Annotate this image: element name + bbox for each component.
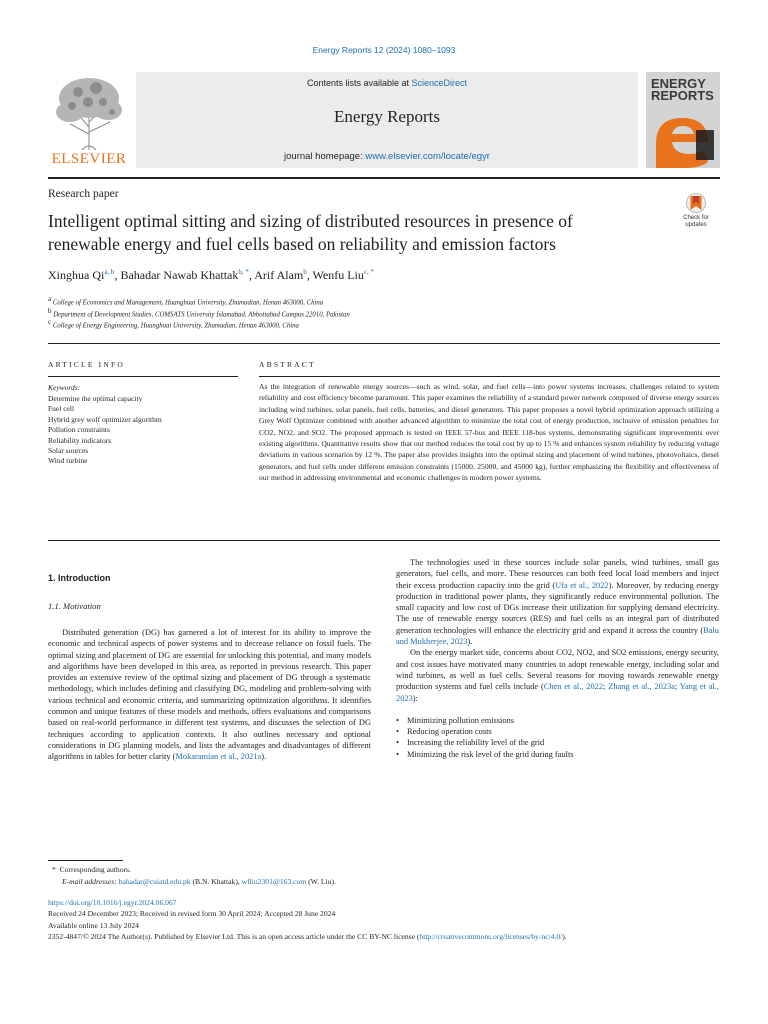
keyword: Reliability indicators bbox=[48, 435, 112, 445]
bullet-list bbox=[396, 715, 719, 760]
intro-paragraph bbox=[48, 627, 371, 763]
paragraph-text: ). bbox=[467, 637, 473, 647]
paragraph-text: The technologies used in these sources include solar panels, wind turbines, small gas generators, fuel cells, and more. These resources can both feed local load members and inject their excess production capacity into the grid ( bbox=[396, 558, 719, 590]
keyword: Fuel cell bbox=[48, 404, 75, 414]
journal-reference[interactable]: Energy Reports 12 (2024) 1080–1093 bbox=[312, 45, 456, 55]
author[interactable]: Bahadar Nawab Khattak bbox=[120, 268, 239, 282]
contents-prefix: Contents lists available at bbox=[306, 78, 412, 88]
abstract-heading: ABSTRACT bbox=[259, 360, 316, 369]
affiliation bbox=[48, 318, 648, 329]
citation-link[interactable]: Balu and Mukherjee, 2023 bbox=[396, 625, 719, 647]
email-link[interactable]: bahadar@cuiatd.edu.pk bbox=[118, 877, 191, 886]
keywords-label: Keywords: bbox=[48, 383, 81, 392]
author-superscript[interactable]: b bbox=[303, 268, 307, 276]
author-superscript[interactable]: b, * bbox=[238, 268, 249, 276]
paragraph bbox=[396, 557, 719, 647]
author-superscript[interactable]: c, * bbox=[363, 268, 374, 276]
author[interactable]: Arif Alam bbox=[254, 268, 304, 282]
author-superscript[interactable]: a, b bbox=[104, 268, 115, 276]
abstract-rule bbox=[259, 376, 720, 377]
affiliation-text: Department of Development Studies, COMSATS University Islamabad, Abbottabad Campus 22010, Pakistan bbox=[53, 311, 350, 319]
contents-line bbox=[136, 78, 638, 88]
citation-link[interactable]: Zhang et al., 2023a bbox=[608, 682, 675, 692]
list-item: • Increasing the reliability level of the grid bbox=[396, 737, 719, 748]
bookmark-icon bbox=[676, 193, 716, 215]
paragraph-text: ): bbox=[412, 693, 418, 703]
pub-info bbox=[48, 897, 728, 942]
citation-link[interactable]: Ufa et al., 2022 bbox=[555, 580, 609, 590]
license-text: 2352-4847/© 2024 The Author(s). Published by Elsevier Ltd. This is an open access article under the CC BY-NC license ( bbox=[48, 931, 420, 941]
received-dates: Received 24 December 2023; Received in revised form 30 April 2024; Accepted 28 June 2024 bbox=[48, 909, 336, 919]
paragraph-text: ; bbox=[674, 682, 680, 692]
list-item: • Minimizing pollution emissions bbox=[396, 715, 719, 726]
doi-link[interactable]: https://doi.org/10.1016/j.egyr.2024.06.067 bbox=[48, 898, 177, 907]
list-item: • Minimizing the risk level of the grid during faults bbox=[396, 749, 719, 760]
email-label: E-mail addresses: bbox=[62, 877, 117, 886]
list-item: • Reducing operation costs bbox=[396, 726, 719, 737]
homepage-prefix: journal homepage: bbox=[284, 151, 366, 162]
affiliation-mark: a bbox=[48, 295, 52, 303]
journal-name: Energy Reports bbox=[334, 107, 440, 126]
keyword: Determine the optimal capacity bbox=[48, 394, 143, 403]
paragraph-text: On the energy market side, concerns about CO2, NO2, and SO2 emissions, energy security, and cost issues have motivated many countries to adopt renewable energy, including solar and wind turbines, as well as fuel cells. Several reasons for moving towards renewable energy production systems and fuel cells include ( bbox=[396, 648, 719, 692]
citation-link[interactable]: Chen et al., 2022 bbox=[543, 682, 604, 692]
footnote-mark: * bbox=[52, 865, 56, 874]
paragraph-text: ; bbox=[603, 682, 609, 692]
citation-link[interactable]: Yang et al., 2023 bbox=[396, 682, 719, 703]
right-column bbox=[396, 557, 719, 760]
article-title: Intelligent optimal sitting and sizing of distributed resources in presence of renewable energy and fuel cells based on reliability and emission factors bbox=[48, 211, 573, 254]
author[interactable]: Xinghua Qi bbox=[48, 268, 105, 282]
email-note bbox=[62, 876, 742, 887]
email-link[interactable]: wfliu2301@163.com bbox=[241, 877, 307, 886]
journal-cover[interactable] bbox=[646, 72, 720, 168]
paragraph-text: Distributed generation (DG) has garnered a lot of interest for its ability to improve the economic and technical aspects of power systems and to decrease reliance on fossil fuels. The optimal sizing and placement of DG are essential for unlocking this potential, and many models and algorithms have been developed in this area, as reported in previous research. This paper provides an extensive review of the optimal sizing and placement of DG through a systematic methodology, which includes defining and classifying DG, modeling and problem-solving with various technical and economic criteria, and summarizing optimization algorithms. It identifies common and unique features of these models and methods, offers evaluations and comparisons based on real-world performance in different test systems, and discusses the selection of DG techniques according to application contexts. It also outlines necessary and optional considerations in DG planning models, and lists the advantages and disadvantages of different algorithms in tables for better clarity ( bbox=[48, 628, 371, 762]
homepage-line bbox=[136, 151, 638, 162]
affiliation-mark: b bbox=[48, 307, 52, 315]
email-owner: (B.N. Khattak), bbox=[190, 877, 242, 886]
license-text: ). bbox=[562, 931, 567, 941]
license-note bbox=[48, 931, 728, 942]
section-heading: 1. Introduction bbox=[48, 573, 111, 583]
affiliation-mark: c bbox=[48, 318, 52, 326]
article-type: Research paper bbox=[48, 188, 119, 200]
homepage-link[interactable]: www.elsevier.com/locate/egyr bbox=[365, 151, 490, 162]
header-divider bbox=[48, 177, 720, 179]
online-date: Available online 13 July 2024 bbox=[48, 920, 139, 930]
affiliation bbox=[48, 307, 648, 318]
sciencedirect-link[interactable]: ScienceDirect bbox=[411, 78, 468, 88]
author[interactable]: Wenfu Liu bbox=[312, 268, 364, 282]
affiliation-text: College of Economics and Management, Huanghuai University, Zhumadian, Henan 463000, China bbox=[52, 299, 324, 307]
affiliation bbox=[48, 295, 648, 306]
subsection-heading: 1.1. Motivation bbox=[48, 601, 101, 611]
footnote-rule bbox=[48, 860, 123, 861]
check-updates-label: Check for updates bbox=[683, 215, 709, 228]
affiliation-divider bbox=[48, 343, 720, 344]
abstract-text: As the integration of renewable energy sources—such as wind, solar, and fuel cells—into power systems increases, challenges related to system reliability and cost efficiency become paramount. This paper examines the reliability of a standard power network composed of diverse energy sources including wind turbines, solar panels, fuel cells, batteries, and diesel generators. This paper proposes a novel hybrid optimization approach utilizing a Grey Wolf Optimizer combined with another advanced algorithm to minimize the total cost of energy production, inclusive of emission penalties for CO2, NO2, and SO2. The proposed approach is tested on IEEE 57-bus and IEEE 118-bus systems, demonstrating significant improvements over existing algorithms. Quantitative results show that our method reduces the total cost by up to 15 % and enhances system reliability by reducing voltage deviations in various scenarios by 12 %. The paper also provides insights into the optimal sizing and placement of wind turbines, photovoltaics, diesel generators, and fuel cells under different emission constraints (15000, 25000, and 45000 kg), further emphasizing the flexibility and effectiveness of our method in addressing environmental and economic challenges in modern power systems. bbox=[259, 382, 719, 483]
paragraph-text: ). Moreover, by reducing energy production in traditional power plants, they significantly reduce environmental pollution. The small capacity and low cost of DGs increase their utilization for supplying demand electricity. The use of renewable energy sources (RES) and fuel cells as an integral part of distributed generation technologies will enhance the electricity grid and expand it across the country ( bbox=[396, 580, 719, 635]
abstract-divider bbox=[48, 540, 720, 541]
keyword: Wind turbine bbox=[48, 456, 88, 466]
affiliation-text: College of Energy Engineering, Huanghuai University, Zhumadian, Henan 463000, China bbox=[52, 322, 299, 330]
paragraph-text: ). bbox=[261, 752, 267, 762]
author-list: Xinghua Qi$^{a, b}$, Bahadar Nawab Khattak$^{b, *}$, Arif Alam$^b$, Wenfu Liu$^{c, *}$ bbox=[48, 268, 374, 282]
keyword: Solar sources bbox=[48, 446, 89, 456]
corresponding-note bbox=[52, 864, 732, 875]
keyword: Hybrid grey wolf optimizer algorithm bbox=[48, 414, 162, 424]
elsevier-logo bbox=[48, 72, 130, 168]
keywords-list bbox=[48, 394, 238, 467]
check-for-updates-button[interactable] bbox=[676, 193, 716, 233]
article-info-rule bbox=[48, 376, 238, 377]
keyword: Pollution constraints bbox=[48, 425, 110, 435]
left-column bbox=[48, 627, 371, 763]
footnote-text: Corresponding authors. bbox=[59, 865, 131, 874]
cover-title: ENERGY REPORTS bbox=[651, 76, 714, 103]
citation-link[interactable]: Mokaramian et al., 2021a bbox=[175, 752, 262, 762]
elsevier-wordmark: ELSEVIER bbox=[51, 151, 127, 167]
article-info-heading: ARTICLE INFO bbox=[48, 360, 125, 369]
license-link[interactable]: http://creativecommons.org/licenses/by-nc/4.0/ bbox=[419, 931, 563, 941]
tree-logo-icon bbox=[48, 72, 130, 152]
paragraph bbox=[396, 647, 719, 703]
email-owner: (W. Liu). bbox=[306, 877, 336, 886]
